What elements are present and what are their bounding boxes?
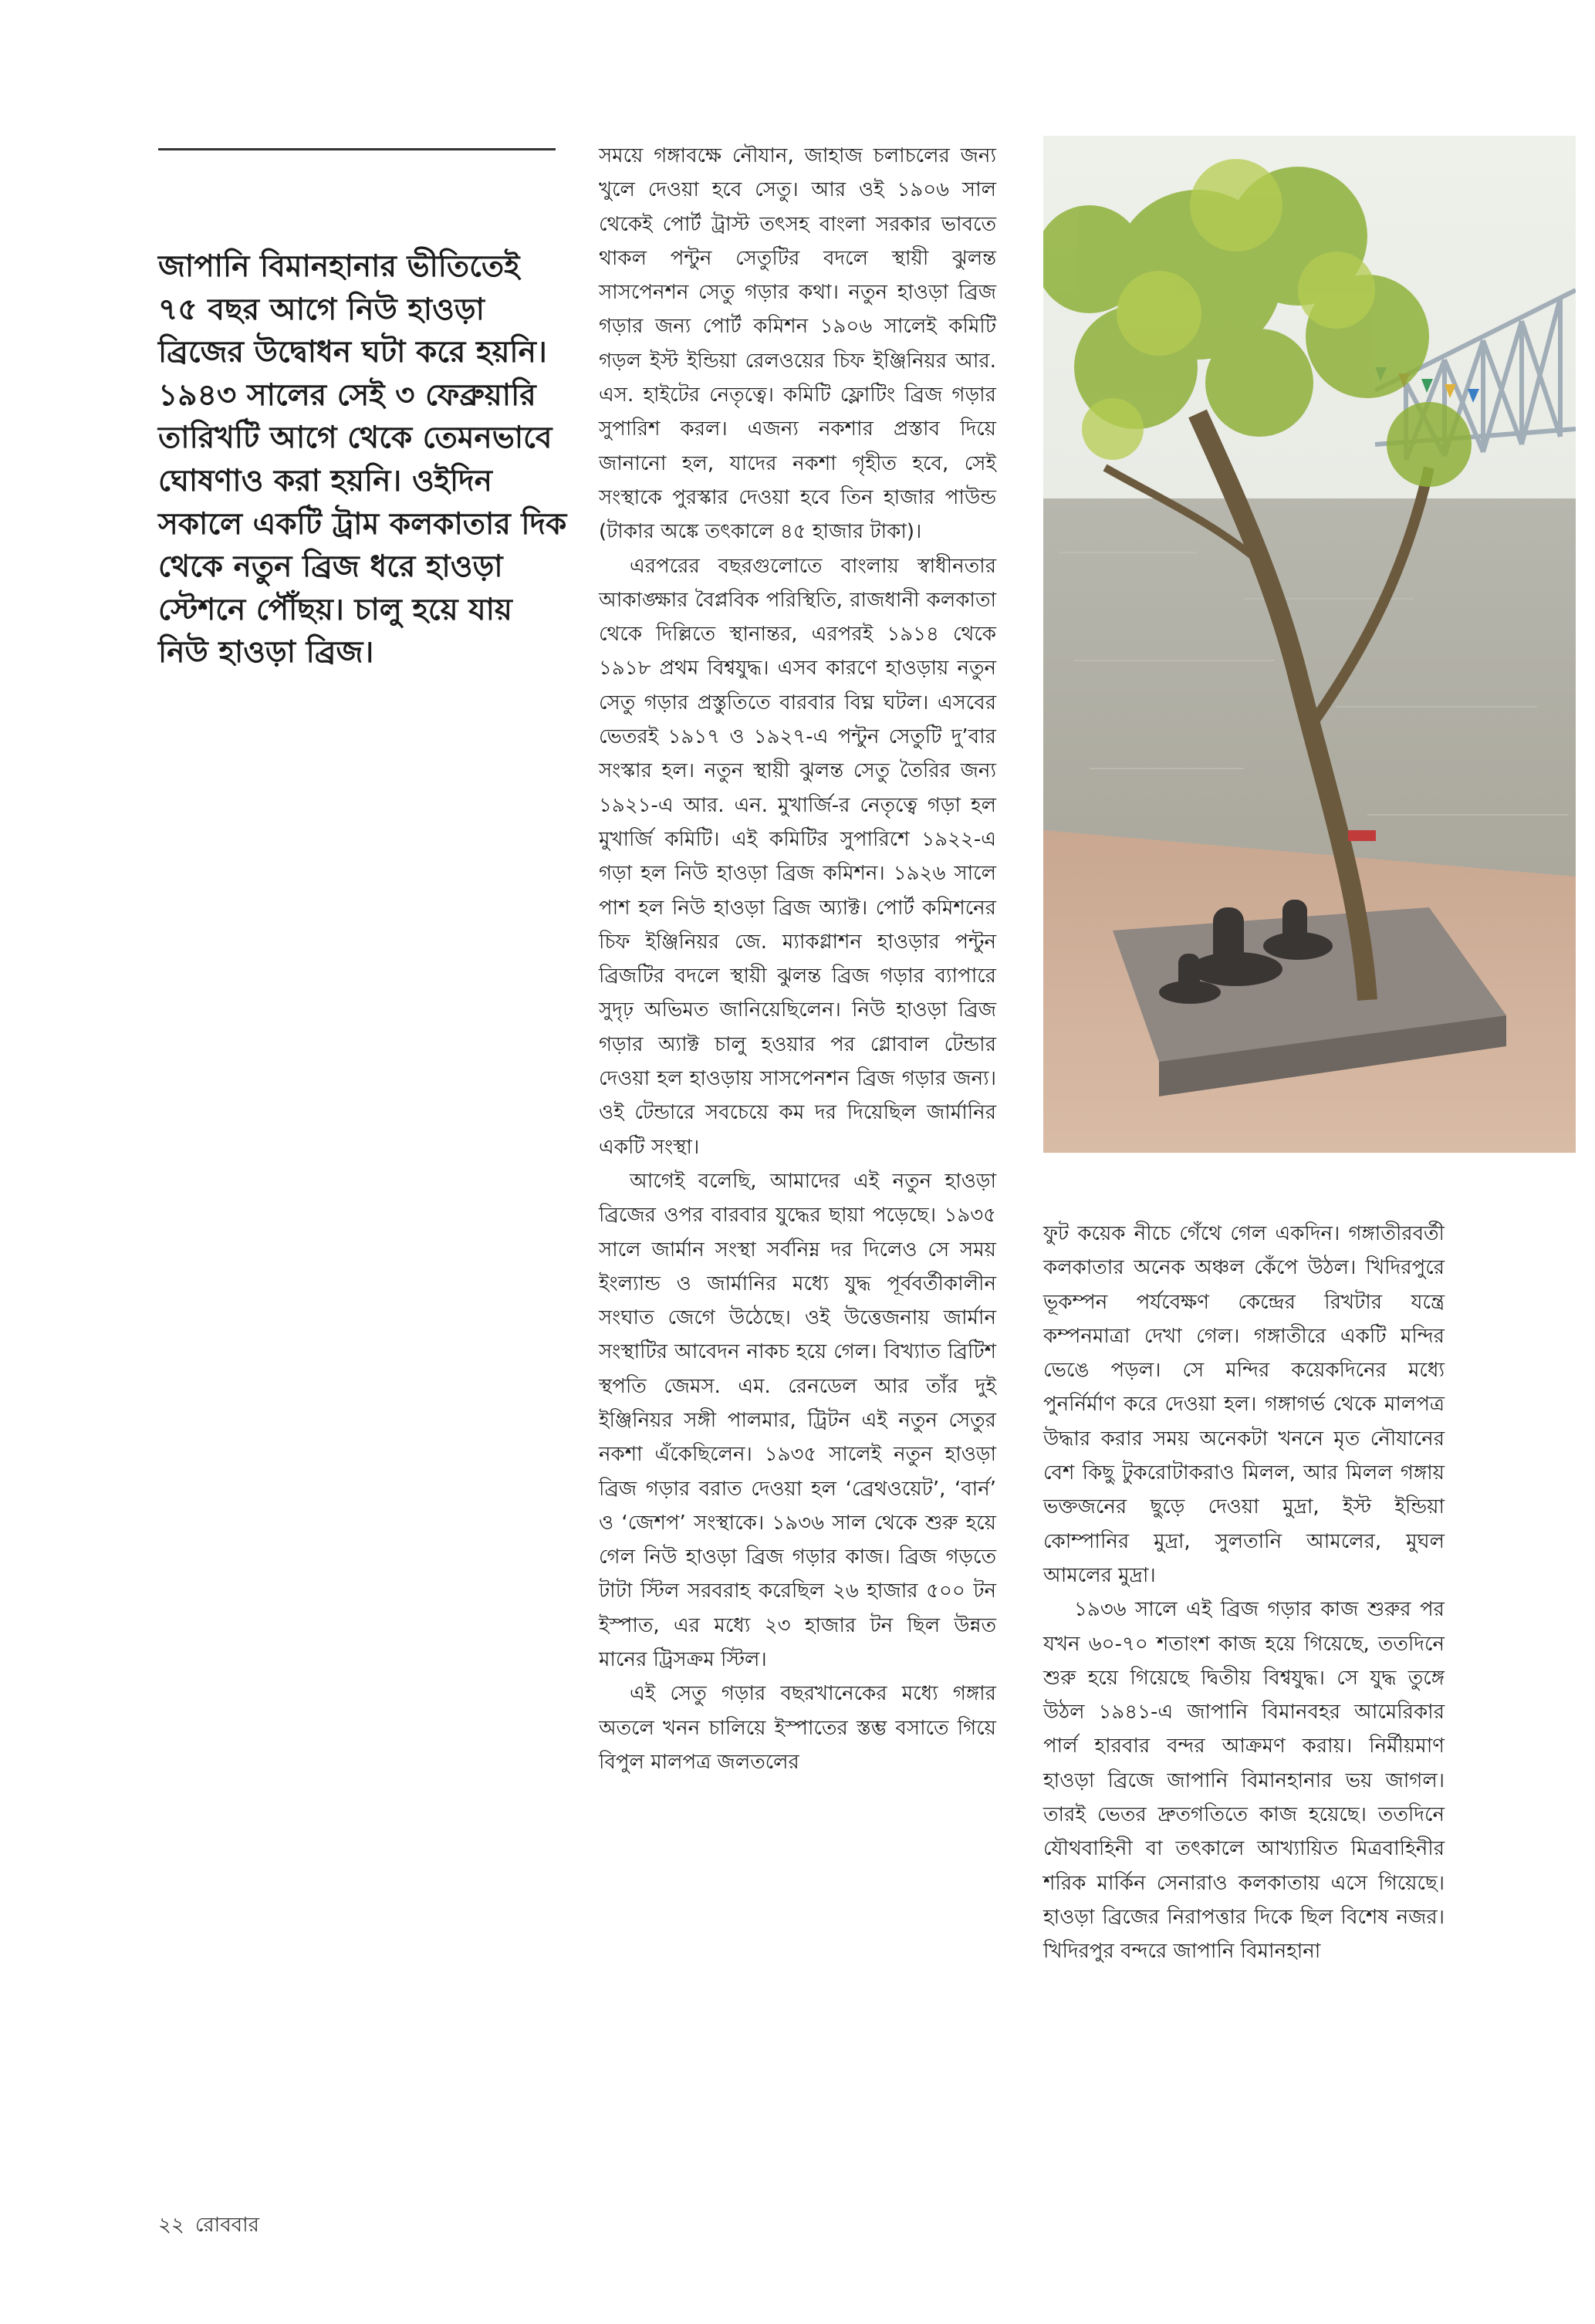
paragraph: আগেই বলেছি, আমাদের এই নতুন হাওড়া ব্রিজের ওপর বারবার যুদ্ধের ছায়া পড়েছে। ১৯৩৫ সালে জার্মান সংস্থা সর্বনিম্ন দর দিলেও সে সময় ইংল্যান্ড ও জার্মানির মধ্যে যুদ্ধ পূর্ববর্তীকালীন সংঘাত জেগে উঠেছে। ওই উত্তেজনায় জার্মান সংস্থাটির আবেদন নাকচ হয়ে গেল। বিখ্যাত ব্রিটিশ স্থপতি জেমস. এম. রেনডেল আর তাঁর দুই ইঞ্জিনিয়র সঙ্গী পালমার, ট্রিটন এই নতুন সেতুর নকশা এঁকেছিলেন। ১৯৩৫ সালেই নতুন হাওড়া ব্রিজ গড়ার বরাত দেওয়া হল ‘ব্রেথওয়েট’, ‘বার্ন’ ও ‘জেশপ’ সংস্থাকে। ১৯৩৬ সাল থেকে শুরু হয়ে গেল নিউ হাওড়া ব্রিজ গড়ার কাজ। ব্রিজ গড়তে টাটা স্টিল সরবরাহ করেছিল ২৬ হাজার ৫০০ টন ইস্পাত, এর মধ্যে ২৩ হাজার টন ছিল উন্নত মানের ট্রিসক্রম স্টিল।: [599, 1169, 996, 1672]
page-number: ২২: [158, 2214, 184, 2237]
magazine-name: রোববার: [194, 2214, 259, 2237]
divider-rule: [158, 148, 556, 150]
pull-quote: জাপানি বিমানহানার ভীতিতেই ৭৫ বছর আগে নিউ হাওড়া ব্রিজের উদ্বোধন ঘটা করে হয়নি। ১৯৪৩ সালের সেই ৩ ফেব্রুয়ারি তারিখটি আগে থেকে তেমনভাবে ঘোষণাও করা হয়নি। ওইদিন সকালে একটি ট্রাম কলকাতার দিক থেকে নতুন ব্রিজ ধরে হাওড়া স্টেশনে পৌঁছয়। চালু হয়ে যায় নিউ হাওড়া ব্রিজ।: [158, 249, 567, 671]
article-column-middle: [599, 139, 996, 1779]
article-column-right: [1043, 1217, 1445, 1969]
paragraph: এরপরের বছরগুলোতে বাংলায় স্বাধীনতার আকাঙ্ক্ষার বৈপ্লবিক পরিস্থিতি, রাজধানী কলকাতা থেকে দিল্লিতে স্থানান্তর, এরপরই ১৯১৪ থেকে ১৯১৮ প্রথম বিশ্বযুদ্ধ। এসব কারণে হাওড়ায় নতুন সেতু গড়ার প্রস্তুতিতে বারবার বিঘ্ন ঘটল। এসবের ভেতরই ১৯১৭ ও ১৯২৭-এ পন্টুন সেতুটি দু’বার সংস্কার হল। নতুন স্থায়ী ঝুলন্ত সেতু তৈরির জন্য ১৯২১-এ আর. এন. মুখার্জি-র নেতৃত্বে গড়া হল মুখার্জি কমিটি। এই কমিটির সুপারিশে ১৯২২-এ গড়া হল নিউ হাওড়া ব্রিজ কমিশন। ১৯২৬ সালে পাশ হল নিউ হাওড়া ব্রিজ অ্যাক্ট। পোর্ট কমিশনের চিফ ইঞ্জিনিয়র জে. ম্যাকগ্লাশন হাওড়ার পন্টুন ব্রিজটির বদলে স্থায়ী ঝুলন্ত ব্রিজ গড়ার ব্যাপারে সুদৃঢ় অভিমত জানিয়েছিলেন। নিউ হাওড়া ব্রিজ গড়ার অ্যাক্ট চালু হওয়ার পর গ্লোবাল টেন্ডার দেওয়া হল হাওড়ায় সাসপেনশন ব্রিজ গড়ার জন্য। ওই টেন্ডারে সবচেয়ে কম দর দিয়েছিল জার্মানির একটি সংস্থা।: [599, 554, 996, 1159]
riverside-shrine-photo: [1043, 136, 1576, 1153]
paragraph: ফুট কয়েক নীচে গেঁথে গেল একদিন। গঙ্গাতীরবর্তী কলকাতার অনেক অঞ্চল কেঁপে উঠল। খিদিরপুরে ভূকম্পন পর্যবেক্ষণ কেন্দ্রের রিখটার যন্ত্রে কম্পনমাত্রা দেখা গেল। গঙ্গাতীরে একটি মন্দির ভেঙে পড়ল। সে মন্দির কয়েকদিনের মধ্যে পুনর্নির্মাণ করে দেওয়া হল। গঙ্গাগর্ভ থেকে মালপত্র উদ্ধার করার সময় অনেকটা খননে মৃত নৌযানের বেশ কিছু টুকরোটাকরাও মিলল, আর মিলল গঙ্গায় ভক্তজনের ছুড়ে দেওয়া মুদ্রা, ইস্ট ইন্ডিয়া কোম্পানির মুদ্রা, সুলতানি আমলের, মুঘল আমলের মুদ্রা।: [1043, 1222, 1445, 1587]
paragraph: সময়ে গঙ্গাবক্ষে নৌযান, জাহাজ চলাচলের জন্য খুলে দেওয়া হবে সেতু। আর ওই ১৯০৬ সাল থেকেই পোর্ট ট্রাস্ট তৎসহ বাংলা সরকার ভাবতে থাকল পন্টুন সেতুটির বদলে স্থায়ী ঝুলন্ত সাসপেনশন সেতু গড়ার কথা। নতুন হাওড়া ব্রিজ গড়ার জন্য পোর্ট কমিশন ১৯০৬ সালেই কমিটি গড়ল ইস্ট ইন্ডিয়া রেলওয়ের চিফ ইঞ্জিনিয়র আর. এস. হাইটের নেতৃত্বে। কমিটি ফ্লোটিং ব্রিজ গড়ার সুপারিশ করল। এজন্য নকশার প্রস্তাব দিয়ে জানানো হল, যাদের নকশা গৃহীত হবে, সেই সংস্থাকে পুরস্কার দেওয়া হবে তিন হাজার পাউন্ড (টাকার অঙ্কে তৎকালে ৪৫ হাজার টাকা)।: [599, 144, 996, 544]
paragraph: ১৯৩৬ সালে এই ব্রিজ গড়ার কাজ শুরুর পর যখন ৬০-৭০ শতাংশ কাজ হয়ে গিয়েছে, ততদিনে শুরু হয়ে গিয়েছে দ্বিতীয় বিশ্বযুদ্ধ। সে যুদ্ধ তুঙ্গে উঠল ১৯৪১-এ জাপানি বিমানবহর আমেরিকার পার্ল হারবার বন্দর আক্রমণ করায়। নির্মীয়মাণ হাওড়া ব্রিজে জাপানি বিমানহানার ভয় জাগল। তারই ভেতর দ্রুতগতিতে কাজ হয়েছে। ততদিনে যৌথবাহিনী বা তৎকালে আখ্যায়িত মিত্রবাহিনীর শরিক মার্কিন সেনারাও কলকাতায় এসে গিয়েছে। হাওড়া ব্রিজের নিরাপত্তার দিকে ছিল বিশেষ নজর। খিদিরপুর বন্দরে জাপানি বিমানহানা: [1043, 1598, 1445, 1964]
paragraph: এই সেতু গড়ার বছরখানেকের মধ্যে গঙ্গার অতলে খনন চালিয়ে ইস্পাতের স্তম্ভ বসাতে গিয়ে বিপুল মালপত্র জলতলের: [599, 1682, 996, 1774]
page-footer: [158, 2209, 259, 2243]
